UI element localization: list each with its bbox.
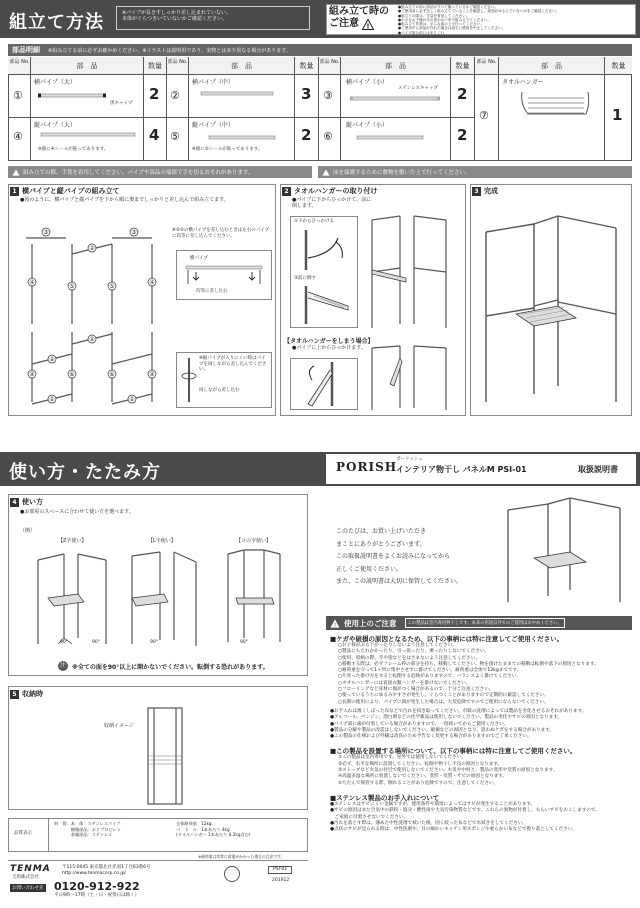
glove-warning-bar [8, 166, 312, 178]
svg-text:①: ① [129, 396, 135, 403]
step1-note-even: ※②③の横パイプを差し込むときは左右のパイプに均等に差し込んでください。 [172, 228, 270, 239]
completed-rack-diagram [476, 206, 628, 410]
care-item: ●アルコール、ベンジン、漂白剤などの化学薬品は使用しないでください。製品の劣化やサビの原因となります。 [330, 715, 563, 721]
part-no: ③ [323, 89, 333, 102]
care-item: ●パイプ部に歯が付着している場合がありますので、一度拭いてからご使用ください。 [330, 721, 509, 727]
col-qty-label: 数量 [611, 62, 626, 70]
contact-hours: 平日9時〜17時（土・日・祝祭日は除く） [54, 893, 140, 898]
product-name: インテリア物干し パネルM PSI-01 [396, 465, 527, 474]
step3-heading [472, 186, 498, 196]
usage-caution-body [330, 634, 600, 833]
step3-number: 3 [472, 187, 481, 196]
vertical-pipe-large-illustration [40, 131, 136, 139]
caution-heading-location: ■この製品を設置する場所について、以下の事柄には特に注意してご使用ください。 [330, 747, 577, 756]
divider [450, 57, 451, 161]
part-note: ※値に⑤シールが貼ってあります。 [192, 147, 263, 152]
svg-text:⑥: ⑥ [69, 371, 75, 378]
step4-number: 4 [10, 498, 19, 507]
assembly-caution-title [329, 6, 389, 30]
example-label: （例） [20, 528, 36, 534]
spec-loads [176, 821, 250, 838]
caution-line: ●組立ての際は、手袋を着用してください。 [398, 13, 470, 18]
part-name: 横パイプ（小） [346, 79, 388, 86]
location-item: ⑤たたんで保管する際、倒れることがあり危険ですので、注意してください。 [338, 780, 499, 786]
note-badge: 注 [59, 662, 66, 669]
caution-line: ●ご使用中に部品が外れた場合は直ちに使用を中止してください。 [398, 26, 506, 31]
svg-text:④: ④ [149, 279, 155, 286]
angle-warning: ※全ての面を90°以上に開かないでください。転倒する恐れがあります。 [72, 664, 269, 671]
stainless-item: ●点状のサビが見られる時は、中性洗剤や、目の細かいキッチン用スポンジや柔らかい布などで擦り落としてください。 [330, 827, 577, 833]
part-name: 横パイプ（中） [192, 79, 234, 86]
caution-item: ○移動する際は、必ずフレーム枠の部分を持ち、移動してください。物を掛けたままでの移動は転倒や落下の原因となります。 [338, 661, 599, 667]
part-qty: 3 [301, 85, 312, 103]
part-qty: 2 [301, 126, 312, 144]
spec-material-line: 材 質：本 体：ステンレスパイプ [54, 821, 121, 826]
care-item: ●製品の分解や製品の改造はしないでください。破損などの原因となり、思わぬケガをする場合があります。 [330, 727, 555, 733]
document-type: 取扱説明書 [578, 465, 618, 474]
usage-caution-title: 使用上のご注意 [344, 618, 397, 628]
col-no-label: 部品 No. [476, 59, 497, 65]
angle-label: 90° [240, 640, 248, 645]
assembly-note-box [116, 6, 310, 30]
vertical-pipe-small-illustration [356, 134, 426, 142]
spec-load-line: (タオルハンガー 1本あたり 0.2kg含む) [176, 832, 251, 838]
intro-line: 正しくご使用ください。 [336, 565, 403, 573]
divider [30, 57, 31, 161]
divider [340, 57, 341, 161]
svg-text:③: ③ [131, 229, 137, 236]
pipe-medium-illustration [200, 88, 274, 100]
intro-text [336, 526, 462, 589]
location-item: ②必ず、水平な場所に設置してください。転倒や物干し不良の原因となります。 [338, 761, 503, 767]
part-qty: 2 [457, 126, 468, 144]
company-name: 天馬株式会社 [12, 875, 39, 880]
caution-item: ○長期の使用により、パイプに錆が発生した場合は、大変危険ですのでご使用にならないでください。 [338, 699, 549, 705]
assembly-title: 組立て方法 [9, 12, 104, 33]
svg-text:④: ④ [29, 371, 35, 378]
brand-ruby: ポーリッシュ [396, 457, 423, 462]
svg-text:①: ① [49, 396, 55, 403]
pipe-small-illustration [350, 94, 442, 104]
divider [8, 860, 308, 861]
col-qty-label: 数量 [455, 62, 470, 70]
step2-title: タオルハンガーの取り付け [294, 187, 378, 195]
caution-line: ●ご使用前に必ず正しく組み立てていることを確認し、部品がゆるんでいないかをご確認ください。 [398, 9, 560, 14]
storage-image-label: 収納イメージ [104, 723, 134, 729]
part-note: ステンレスキャップ [398, 86, 438, 91]
caution-item: ○片寄った掛け方をすると転倒する危険がありますので、バランスよく掛けてください。 [338, 674, 521, 680]
vertical-pipe-medium-illustration [208, 134, 278, 142]
intro-line: まことにありがとうございます。 [336, 540, 426, 548]
spec-material-line: 金属部品：ステンレス [54, 832, 113, 838]
certification-mark-icon [224, 866, 240, 882]
caution-heading-stainless: ■ステンレス製品のお手入れについて [330, 793, 440, 802]
remove-title: 【タオルハンガーをしまう場合】 [284, 338, 374, 345]
location-item: ④高温多湿な場所に放置しないでください。変形・変質・サビの原因となります。 [338, 774, 508, 780]
part-name: 横パイプ（大） [34, 79, 76, 86]
step2-description: ●パイプに下からひっかけて、前に倒します。 [292, 197, 372, 210]
intro-line: また、この説明書は大切に保管してください。 [336, 578, 463, 585]
caution-item: ○使っているうちにゆるみやすさが発生し、ぐらつくことがありますので定期的に確認してください。 [338, 693, 549, 699]
divider [318, 57, 319, 161]
assembly-note-2: 本体がぐらつきいていないかご確認ください。 [122, 16, 227, 23]
divider [294, 57, 295, 161]
even-insert-label: 均等に差し込む [196, 289, 228, 294]
brand-logo: PORISH [336, 460, 398, 474]
even-insert-diagram [180, 262, 268, 286]
spec-material-line: 樹脂部品：ポリプロピレン [54, 826, 121, 832]
u-type-diagram [214, 548, 296, 652]
part-name: 縦パイプ（小） [346, 122, 388, 129]
location-item: ③ストーブなど火気の付近で使用しないでください。火災や中村と、製品の変形や変質の原因となります。 [338, 768, 558, 774]
divider [498, 57, 499, 161]
col-qty-label: 数量 [148, 62, 162, 70]
parts-header-note: ※組み立てる前に必ずお確かめください。※イラストは説明用であり、実物とは多少異なる場合があります。 [48, 47, 291, 54]
usage-title: 使い方・たたみ方 [9, 462, 161, 483]
step1-title: 横パイプと縦パイプの組み立て [22, 187, 120, 195]
caution-list [398, 5, 634, 35]
step1-heading [10, 186, 120, 196]
stow-frame-diagram [362, 344, 462, 412]
floor-warning-bar [318, 166, 632, 178]
col-qty-label: 数量 [299, 62, 314, 70]
step4-heading [10, 497, 43, 507]
step2-heading [282, 186, 378, 196]
part-no: ⑥ [323, 130, 333, 143]
svg-text:④: ④ [149, 371, 155, 378]
spec-footnote: ※耐荷重は均等に荷重がかかった場合の目安です。 [198, 854, 285, 859]
angle-label: 90° [60, 640, 68, 645]
spec-load-line: 全体耐荷重：12kg [176, 821, 212, 826]
caution-line: ●組み立て作業は、平らな床の上で行ってください。 [398, 22, 484, 27]
caution-title-line-1: 組み立て時の [329, 6, 389, 17]
divider [8, 117, 474, 118]
company-logo: TENMA [10, 864, 51, 874]
glove-warning-text: 組み立ての際、手袋を着用してください。パイプや部品の端部で手を切るおそれがあります。 [23, 170, 254, 176]
stainless-item: ●汚れを落とす際は、薄めた中性洗剤で拭いた後、固く絞った布などで水拭きをしてください。 [330, 820, 527, 826]
caution-line: ●パイプ接合部にはまりこむ [398, 30, 445, 35]
step1-number: 1 [10, 187, 19, 196]
part-no: ⑦ [479, 109, 489, 122]
caution-heading-injury: ■ケガや破損の原因となるため、以下の事柄には特に注意してご使用ください。 [330, 635, 564, 643]
svg-text:!: ! [333, 622, 337, 628]
step5-title: 収納時 [22, 690, 43, 698]
warning-triangle-icon [330, 619, 340, 628]
pipe-label: 横パイプ [190, 256, 208, 261]
assembly-note-1: ※パイプが長きすしっかり差し込まれていない、 [122, 10, 232, 16]
svg-text:!: ! [366, 22, 370, 30]
stainless-item: ●ステンレスはサビにくい金属ですが、使用条件や環境によってはサビが発生することがあります。 [330, 801, 536, 807]
product-code: PSI-01 [268, 866, 292, 874]
caution-item: ○使用、収納の際、手や指などをはさまないよう注意してください。 [338, 655, 480, 661]
pipe-large-illustration [38, 88, 108, 108]
l-type-diagram [124, 548, 204, 652]
caution-item: ○フローリングなど床材に傷がつく場合があるので、十分ご注意ください。 [338, 687, 494, 693]
company-url[interactable]: http://www.tenmacorp.co.jp/ [62, 871, 126, 876]
usage-caution-subtitle: この製品は室内専用物干しです。本来の用途以外でのご使用はおやめください。 [405, 618, 565, 628]
col-name-label: 部 品 [541, 62, 562, 70]
intro-line: このたびは、お買い上げいただき [336, 528, 427, 535]
print-date: 201912 [272, 878, 290, 883]
angle-label: 90° [150, 640, 158, 645]
rotate-insert-diagram [180, 356, 198, 404]
l-type-label: 【L字使い】 [148, 538, 176, 544]
part-name: 縦パイプ（大） [34, 122, 76, 129]
part-qty: 4 [149, 126, 160, 144]
hook-step-1: ①下からひっかける [294, 219, 335, 224]
divider [48, 818, 49, 852]
hook-step-2: ②前に倒す [294, 276, 317, 281]
svg-text:③: ③ [43, 229, 49, 236]
stainless-item: ●サビの原因はまた空気中の鉄粉・塩分・酸性雨や大気汚染物質などです。これらの異物が付着し、もらいサビをおこしますので、 [330, 808, 600, 814]
towel-hanger-illustration [520, 86, 590, 120]
svg-text:⑤: ⑤ [109, 283, 115, 290]
caution-item: ○製品にもたれかかったり、引っ張ったり、乗ったりしないでください。 [338, 649, 490, 655]
part-note: ※値に④シールが貼ってあります。 [38, 147, 109, 152]
location-item: ①この製品は室内専用です。屋外では使用しないでください。 [338, 755, 466, 761]
part-name: タオルハンガー [502, 79, 544, 86]
step1-description: ●図のように、横パイプと縦パイプを下から順に奥までしっかりと差し込んで組み立てます。 [20, 197, 229, 203]
parts-header-title: 部品明細 [12, 46, 40, 54]
part-no: ⑤ [170, 130, 180, 143]
col-name-label: 部 品 [231, 62, 252, 70]
z-type-diagram [30, 548, 116, 652]
svg-text:②: ② [89, 336, 95, 343]
warning-triangle-icon [322, 169, 330, 176]
contact-label: お問い合わせ先 [12, 886, 44, 891]
usage-caution-header [326, 616, 632, 630]
intro-line: この取扱説明書をよくお読みになってから [336, 553, 451, 560]
part-no: ① [13, 89, 23, 102]
part-no: ② [170, 89, 180, 102]
divider [188, 57, 189, 161]
svg-text:②: ② [89, 245, 95, 252]
u-type-label: 【コの字使い】 [236, 538, 272, 544]
divider [474, 57, 475, 161]
company-address: 〒115-0045 東京都北区赤羽1丁目63番6号 [62, 865, 151, 870]
hook-tilt-diagram [292, 284, 356, 326]
col-name-label: 部 品 [76, 62, 98, 70]
part-no: ④ [13, 130, 23, 143]
part-qty: 2 [149, 85, 160, 103]
contact-phone[interactable]: 0120-912-922 [54, 880, 140, 893]
spec-materials [54, 821, 121, 838]
step1-exploded-diagram [12, 214, 172, 414]
caution-item: ○耐荷重を守って1ヶ所に集中させずに掛けてください。耐荷重は全体で12kgまでです。 [338, 668, 522, 674]
caution-line: ●小さなお子様の手の届かない所で組み立ててください。 [398, 17, 491, 22]
part-qty: 2 [457, 85, 468, 103]
caution-item: ○お子様がぶら下がったりしないよう注意してください。 [338, 643, 457, 648]
col-name-label: 部 品 [385, 62, 406, 70]
step3-title: 完成 [484, 187, 498, 195]
caution-item: ○タオルハンガーには直接衣類ハンガーを掛けないでください。 [338, 680, 471, 686]
remove-description: ●パイプに上からひっかけます。 [292, 345, 366, 351]
divider [604, 57, 605, 161]
col-no-label: 部品 No. [167, 59, 188, 65]
spec-box [8, 818, 308, 852]
stow-diagram [292, 360, 356, 408]
part-note: 黒キャップ [110, 101, 133, 106]
col-no-label: 部品 No. [319, 59, 340, 65]
step2-number: 2 [282, 187, 291, 196]
svg-text:⑥: ⑥ [109, 371, 115, 378]
svg-text:②: ② [49, 356, 55, 363]
step2-frame-diagram [362, 212, 462, 332]
product-photo-diagram [500, 494, 632, 606]
care-item: ●この製品の仕様および外観は改良のため予告なく変更する場合がありますのでご了承ください。 [330, 734, 532, 740]
rotate-insert-note: ※縦パイプが入りにくい時はパイプを回しながら差し込んでください。 [199, 356, 267, 373]
svg-text:④: ④ [29, 279, 35, 286]
z-type-label: 【Z字使い】 [58, 538, 87, 544]
warning-triangle-icon [362, 19, 374, 30]
stainless-item: ご家庭に付着させないでください。 [330, 814, 409, 820]
divider [143, 57, 144, 161]
svg-text:⑤: ⑤ [69, 283, 75, 290]
spec-label: 品質表示 [14, 831, 32, 836]
step4-description: ●お部屋のスペースに合わせて使い方を選べます。 [20, 509, 134, 515]
step5-number: 5 [10, 690, 19, 699]
caution-line: ●組み立ての前に部品がすべて揃っているかご確認ください。 [398, 5, 499, 9]
hook-up-diagram [292, 228, 356, 272]
parts-header [8, 44, 632, 56]
col-no-label: 部品 No. [9, 59, 30, 65]
part-qty: 1 [612, 106, 623, 124]
caution-title-line-2: ご注意 [329, 18, 359, 29]
floor-warning-text: 床を保護するために敷物を敷いた上で行ってください。 [333, 170, 471, 176]
folded-rack-diagram [140, 704, 194, 808]
care-item: ●お手入れは薄くしぼった布などで汚れを拭き取ってください。市販の洗剤によっては製品を劣化させるおそれがあります。 [330, 708, 587, 714]
warning-triangle-icon [12, 169, 20, 176]
step4-title: 使い方 [22, 498, 43, 506]
spec-load-line: パ ネ ル：1本あたり 4kg [176, 826, 230, 832]
angle-label: 90° [92, 640, 100, 645]
divider [166, 57, 167, 161]
rotate-insert-label: 回しながら差し込む [199, 388, 240, 393]
part-name: 縦パイプ（中） [192, 122, 234, 129]
step5-heading [10, 689, 43, 699]
